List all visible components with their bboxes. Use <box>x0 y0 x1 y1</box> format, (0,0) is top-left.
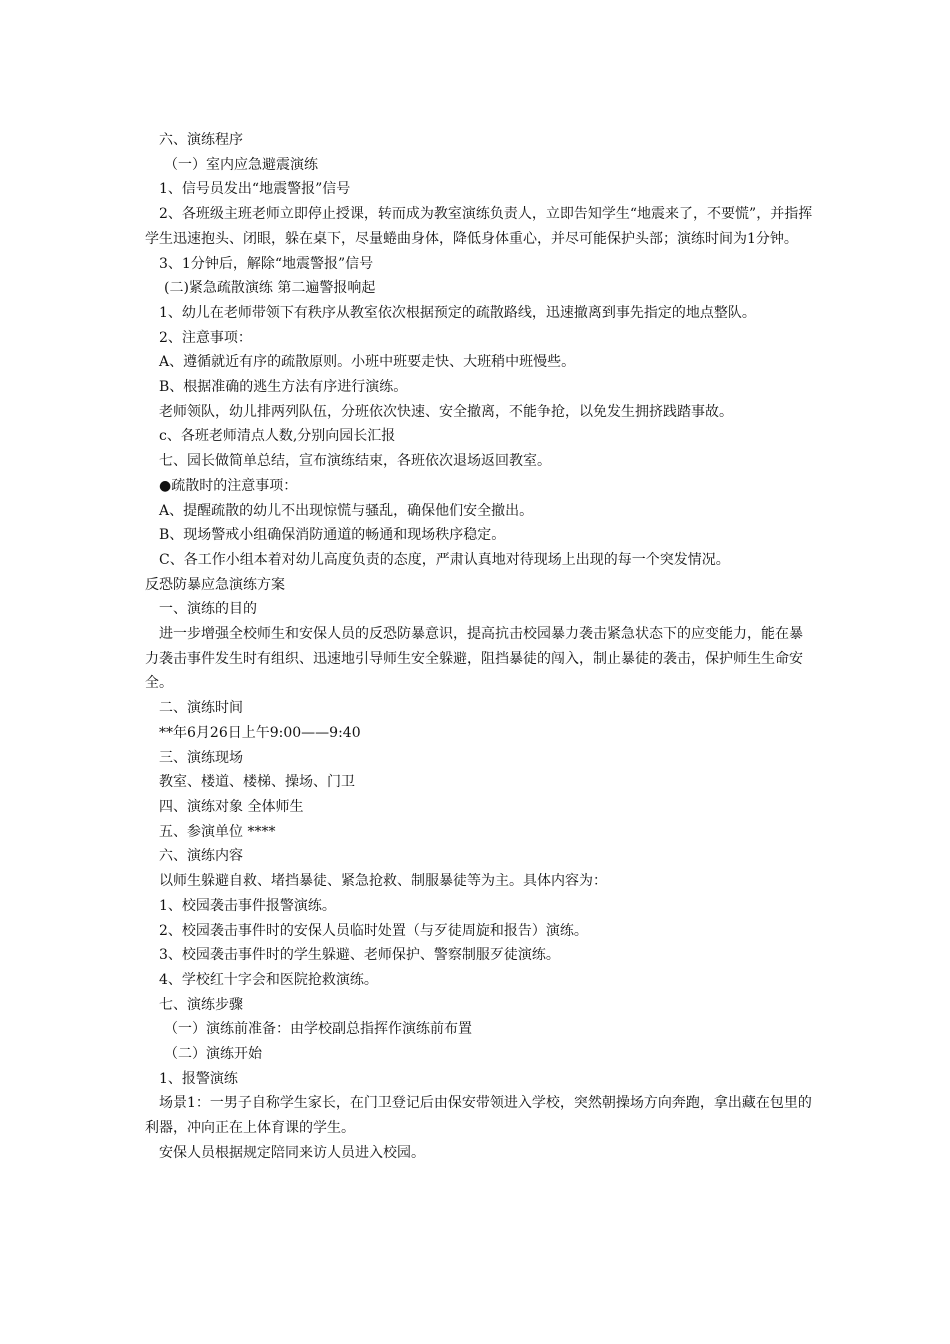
subsection-heading-indoor-earthquake: （一）室内应急避震演练 <box>164 156 318 173</box>
subsection-heading-preparation: （一）演练前准备：由学校副总指挥作演练前布置 <box>164 1021 472 1038</box>
paragraph: 2、校园袭击事件时的安保人员临时处置（与歹徒周旋和报告）演练。 <box>159 922 588 939</box>
subsection-heading-start: （二）演练开始 <box>164 1046 262 1063</box>
paragraph: ●疏散时的注意事项： <box>159 477 298 494</box>
document-body <box>145 128 815 1166</box>
paragraph: 1、幼儿在老师带领下有秩序从教室依次根据预定的疏散路线，迅速撤离到事先指定的地点整队。 <box>159 304 756 321</box>
subsection-heading-evacuation: (二)紧急疏散演练 第二遍警报响起 <box>164 280 376 297</box>
paragraph: 2、注意事项： <box>159 329 252 346</box>
paragraph: 1、信号员发出“地震警报”信号 <box>159 181 351 198</box>
section-heading-participants: 四、演练对象 全体师生 <box>159 798 304 815</box>
paragraph: 安保人员根据规定陪同来访人员进入校园。 <box>159 1144 425 1161</box>
section-heading-steps: 七、演练步骤 <box>159 996 243 1013</box>
paragraph: **年6月26日上午9:00——9:40 <box>159 724 361 741</box>
section-heading-purpose: 一、演练的目的 <box>159 601 257 618</box>
section-heading-time: 二、演练时间 <box>159 700 243 717</box>
paragraph: 3、1分钟后，解除“地震警报”信号 <box>159 255 374 272</box>
paragraph: A、提醒疏散的幼儿不出现惊慌与骚乱，确保他们安全撤出。 <box>159 502 534 519</box>
paragraph: 教室、楼道、楼梯、操场、门卫 <box>159 774 355 791</box>
paragraph: 进一步增强全校师生和安保人员的反恐防暴意识，提高抗击校园暴力袭击紧急状态下的应变能力，能在暴力袭击事件发生时有组织、迅速地引导师生安全躲避，阻挡暴徒的闯入，制止暴徒的袭击，保护师生生命安全。 <box>145 626 803 692</box>
paragraph: B、根据准确的逃生方法有序进行演练。 <box>159 379 408 396</box>
paragraph: 3、校园袭击事件时的学生躲避、老师保护、警察制服歹徒演练。 <box>159 947 560 964</box>
paragraph: 1、报警演练 <box>159 1070 238 1087</box>
paragraph: 老师领队，幼儿排两列队伍，分班依次快速、安全撤离，不能争抢，以免发生拥挤践踏事故。 <box>159 403 733 420</box>
paragraph: A、遵循就近有序的疏散原则。小班中班要走快、大班稍中班慢些。 <box>159 354 576 371</box>
document-title-anti-terror-plan: 反恐防暴应急演练方案 <box>145 576 285 593</box>
section-heading-venue: 三、演练现场 <box>159 749 243 766</box>
paragraph: B、现场警戒小组确保消防通道的畅通和现场秩序稳定。 <box>159 527 506 544</box>
paragraph: 七、园长做简单总结，宣布演练结束，各班依次退场返回教室。 <box>159 453 551 470</box>
section-heading-drill-procedure: 六、演练程序 <box>159 132 243 148</box>
paragraph: c、各班老师清点人数,分别向园长汇报 <box>159 428 396 445</box>
paragraph: 1、校园袭击事件报警演练。 <box>159 897 336 914</box>
paragraph: C、各工作小组本着对幼儿高度负责的态度，严肃认真地对待现场上出现的每一个突发情况。 <box>159 551 730 568</box>
section-heading-content: 六、演练内容 <box>159 848 243 865</box>
paragraph: 场景1：一男子自称学生家长，在门卫登记后由保安带领进入学校，突然朝操场方向奔跑，拿出藏在包里的利器，冲向正在上体育课的学生。 <box>145 1095 812 1137</box>
paragraph: 4、学校红十字会和医院抢救演练。 <box>159 971 378 988</box>
paragraph: 以师生躲避自救、堵挡暴徒、紧急抢救、制服暴徒等为主。具体内容为： <box>159 873 607 890</box>
paragraph: 2、各班级主班老师立即停止授课，转而成为教室演练负责人，立即告知学生“地震来了，不要慌”，并指挥学生迅速抱头、闭眼，躲在桌下，尽量蜷曲身体，降低身体重心，并尽可能保护头部；演练时间为1分钟。 <box>145 206 813 247</box>
section-heading-units: 五、参演单位 **** <box>159 823 276 840</box>
